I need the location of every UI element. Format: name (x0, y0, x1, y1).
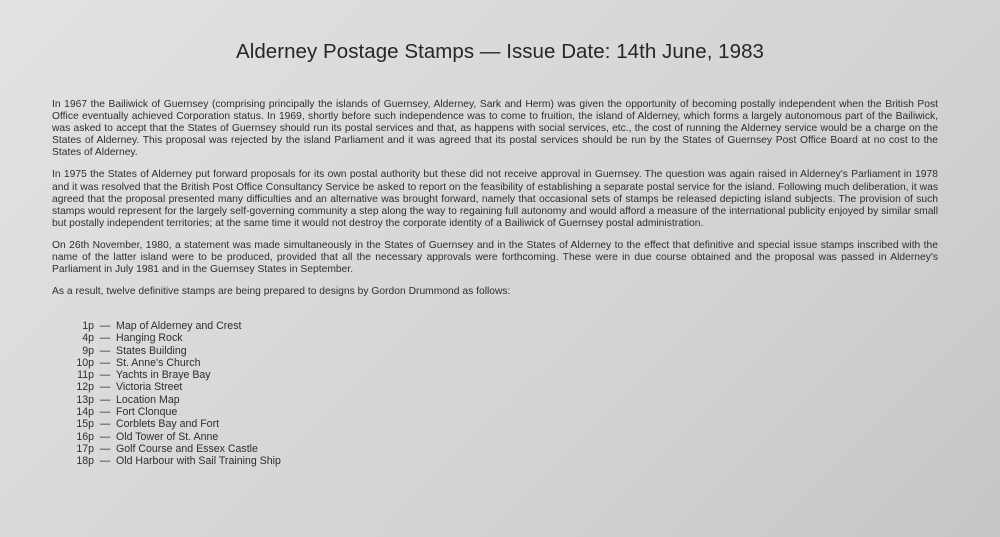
stamp-list-item (62, 320, 281, 332)
stamp-design: States Building (116, 344, 187, 357)
stamp-value: 1p (82, 320, 94, 332)
dash-separator: — (99, 393, 111, 406)
stamp-value: 16p (76, 430, 94, 443)
stamp-design: Yachts in Braye Bay (116, 369, 211, 382)
stamp-value: 11p (77, 369, 94, 382)
stamp-value: 14p (76, 406, 94, 419)
document-body (52, 99, 938, 298)
stamp-list-item (62, 431, 281, 443)
paragraph-1967-history: In 1967 the Bailiwick of Guernsey (comprising principally the islands of Guernsey, Alderney, Sark and Herm) was given the opportunity of becoming postally independent when the British Post Office eventually achieved Corporation status. In 1969, shortly before such independence was to come to fruition, the island of Alderney, which forms a largely autonomous part of the Bailiwick, was asked to accept that the States of Guernsey should run its postal services and that, as happens with social services, etc., the cost of running the Alderney service would be a charge on the States of Alderney. This proposal was rejected by the island Parliament and it was agreed that its postal services should be run by the States of Guernsey Post Office Board at no cost to the States of Alderney. (52, 99, 938, 159)
paragraph-stamp-intro: As a result, twelve definitive stamps are being prepared to designs by Gordon Drummond as follows: (52, 286, 511, 298)
stamp-list-item (62, 369, 281, 381)
dash-separator: — (99, 369, 111, 382)
stamp-design: Golf Course and Essex Castle (116, 442, 258, 455)
paragraph-1980-statement: On 26th November, 1980, a statement was made simultaneously in the States of Guernsey and in the States of Alderney to the effect that definitive and special issue stamps inscribed with the name of the latter island were to be produced, provided that all the necessary approvals were forthcoming. These were in due course obtained and the proposal was passed in Alderney's Parliament in July 1981 and in the Guernsey States in September. (52, 239, 938, 276)
stamp-design: Old Harbour with Sail Training Ship (116, 455, 281, 468)
dash-separator: — (99, 332, 111, 345)
stamp-design: Fort Clonque (116, 406, 178, 419)
paragraph-1975-proposals: In 1975 the States of Alderney put forward proposals for its own postal authority but these did not receive approval in Guernsey. The question was again raised in Alderney's Parliament in 1978 and it was resolved that the British Post Office Consultancy Service be asked to report on the feasibility of establishing a separate postal service for the island. Following much deliberation, it was agreed that the proposal presented many difficulties and an alternative was brought forward, namely that occasional sets of stamps be released depicting island subjects. The provision of such stamps would represent for the largely self-governing community a step along the way to regaining full autonomy and would afford a measure of the international publicity enjoyed by similar small but postally independent territories; at the same time it would not destroy the corporate identity of a Bailiwick of Guernsey postal administration. (52, 169, 938, 229)
stamp-design: Victoria Street (116, 381, 183, 394)
dash-separator: — (99, 442, 111, 455)
stamp-design: Old Tower of St. Anne (116, 430, 219, 443)
dash-separator: — (99, 455, 111, 468)
stamp-list-item (62, 332, 281, 344)
stamp-list-item (62, 443, 281, 455)
stamp-value: 9p (82, 344, 94, 357)
dash-separator: — (99, 344, 111, 357)
stamp-value: 4p (82, 332, 94, 345)
dash-separator: — (99, 418, 111, 431)
dash-separator: — (99, 356, 111, 369)
stamp-list-item (62, 381, 281, 393)
dash-separator: — (99, 430, 111, 443)
dash-separator: — (99, 406, 111, 419)
stamp-list-item (62, 357, 281, 369)
stamp-list-item (62, 455, 281, 467)
dash-separator: — (99, 320, 111, 332)
stamp-value: 15p (76, 418, 94, 431)
stamp-list-item (62, 406, 281, 418)
stamp-value: 12p (76, 381, 94, 394)
stamp-value: 13p (76, 393, 94, 406)
stamp-list-item (62, 418, 281, 430)
dash-separator: — (99, 381, 111, 394)
stamp-design: Map of Alderney and Crest (116, 320, 242, 332)
stamp-design: Hanging Rock (116, 332, 183, 345)
stamp-design: St. Anne's Church (116, 356, 201, 369)
stamp-design: Corblets Bay and Fort (116, 418, 220, 431)
stamp-value: 18p (76, 455, 94, 468)
stamp-value: 17p (76, 442, 94, 455)
stamp-design: Location Map (116, 393, 180, 406)
stamp-list-item (62, 345, 281, 357)
stamp-list-item (62, 394, 281, 406)
document-title: Alderney Postage Stamps — Issue Date: 14th June, 1983 (236, 40, 764, 63)
stamp-value: 10p (76, 356, 94, 369)
stamp-list (62, 320, 281, 468)
